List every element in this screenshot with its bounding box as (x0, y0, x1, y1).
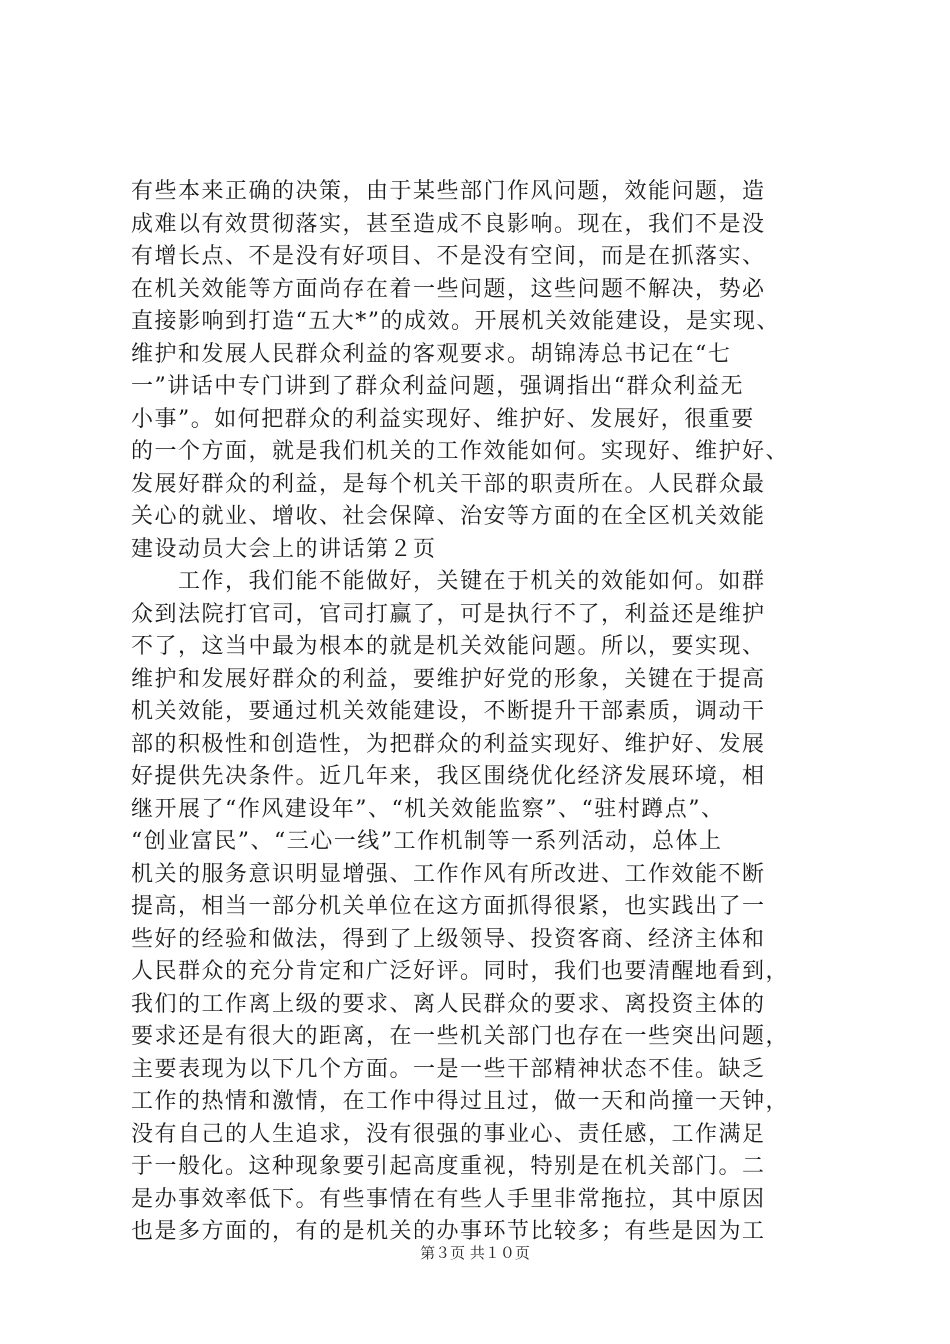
text-line: 的一个方面，就是我们机关的工作效能如何。实现好、维护好、 (131, 439, 790, 464)
text-line: 直接影响到打造“五大*”的成效。开展机关效能建设，是实现、 (131, 309, 780, 334)
text-line: 不了，这当中最为根本的就是机关效能问题。所以，要实现、 (131, 634, 766, 659)
text-line: 继开展了“作风建设年”、“机关效能监察”、“驻村蹲点”、 (131, 796, 725, 822)
text-line: 维护和发展人民群众利益的客观要求。胡锦涛总书记在“七 (131, 341, 732, 367)
text-line: 小事”。如何把群众的利益实现好、维护好、发展好，很重要 (131, 406, 755, 432)
body-text (131, 176, 831, 1249)
text-line: 维护和发展好群众的利益，要维护好党的形象，关键在于提高 (131, 666, 766, 692)
text-line: 有增长点、不是没有好项目、不是没有空间，而是在抓落实、 (131, 244, 766, 269)
text-line: 建设动员大会上的讲话第２页 (131, 536, 437, 562)
text-line: 机关的服务意识明显增强、工作作风有所改进、工作效能不断 (131, 861, 766, 887)
text-line: 我们的工作离上级的要求、离人民群众的要求、离投资主体的 (131, 991, 766, 1017)
text-line: 要求还是有很大的距离，在一些机关部门也存在一些突出问题， (131, 1024, 790, 1049)
text-line: 有些本来正确的决策，由于某些部门作风问题，效能问题，造 (131, 179, 766, 204)
text-line: 部的积极性和创造性，为把群众的利益实现好、维护好、发展 (131, 731, 766, 757)
text-line: 是办事效率低下。有些事情在有些人手里非常拖拉，其中原因 (131, 1186, 766, 1212)
text-line: 工作的热情和激情，在工作中得过且过，做一天和尚撞一天钟， (131, 1089, 790, 1114)
text-line: 好提供先决条件。近几年来，我区围绕优化经济发展环境，相 (131, 764, 766, 789)
text-line: 也是多方面的，有的是机关的办事环节比较多；有些是因为工 (131, 1219, 766, 1244)
text-line: 一”讲话中专门讲到了群众利益问题，强调指出“群众利益无 (131, 374, 744, 399)
text-line: 成难以有效贯彻落实，甚至造成不良影响。现在，我们不是没 (131, 211, 766, 237)
text-line: 关心的就业、增收、社会保障、治安等方面的在全区机关效能 (131, 504, 766, 529)
text-line: “创业富民”、“三心一线”工作机制等一系列活动，总体上 (131, 829, 723, 854)
text-line: 些好的经验和做法，得到了上级领导、投资客商、经济主体和 (131, 926, 766, 952)
paragraph-start-line: 工作，我们能不能做好，关键在于机关的效能如何。如群 (131, 569, 766, 594)
text-line: 在机关效能等方面尚存在着一些问题，这些问题不解决，势必 (131, 276, 766, 302)
text-line: 发展好群众的利益，是每个机关干部的职责所在。人民群众最 (131, 471, 766, 497)
page-number-footer: 第３页 共１０页 (420, 1244, 530, 1262)
text-line: 众到法院打官司，官司打赢了，可是执行不了，利益还是维护 (131, 601, 766, 627)
text-line: 于一般化。这种现象要引起高度重视，特别是在机关部门。二 (131, 1154, 766, 1179)
text-line: 主要表现为以下几个方面。一是一些干部精神状态不佳。缺乏 (131, 1056, 766, 1082)
text-line: 人民群众的充分肯定和广泛好评。同时，我们也要清醒地看到， (131, 959, 790, 984)
text-line: 提高，相当一部分机关单位在这方面抓得很紧，也实践出了一 (131, 894, 766, 919)
text-line: 没有自己的人生追求，没有很强的事业心、责任感，工作满足 (131, 1121, 766, 1147)
text-line: 机关效能，要通过机关效能建设，不断提升干部素质，调动干 (131, 699, 766, 724)
